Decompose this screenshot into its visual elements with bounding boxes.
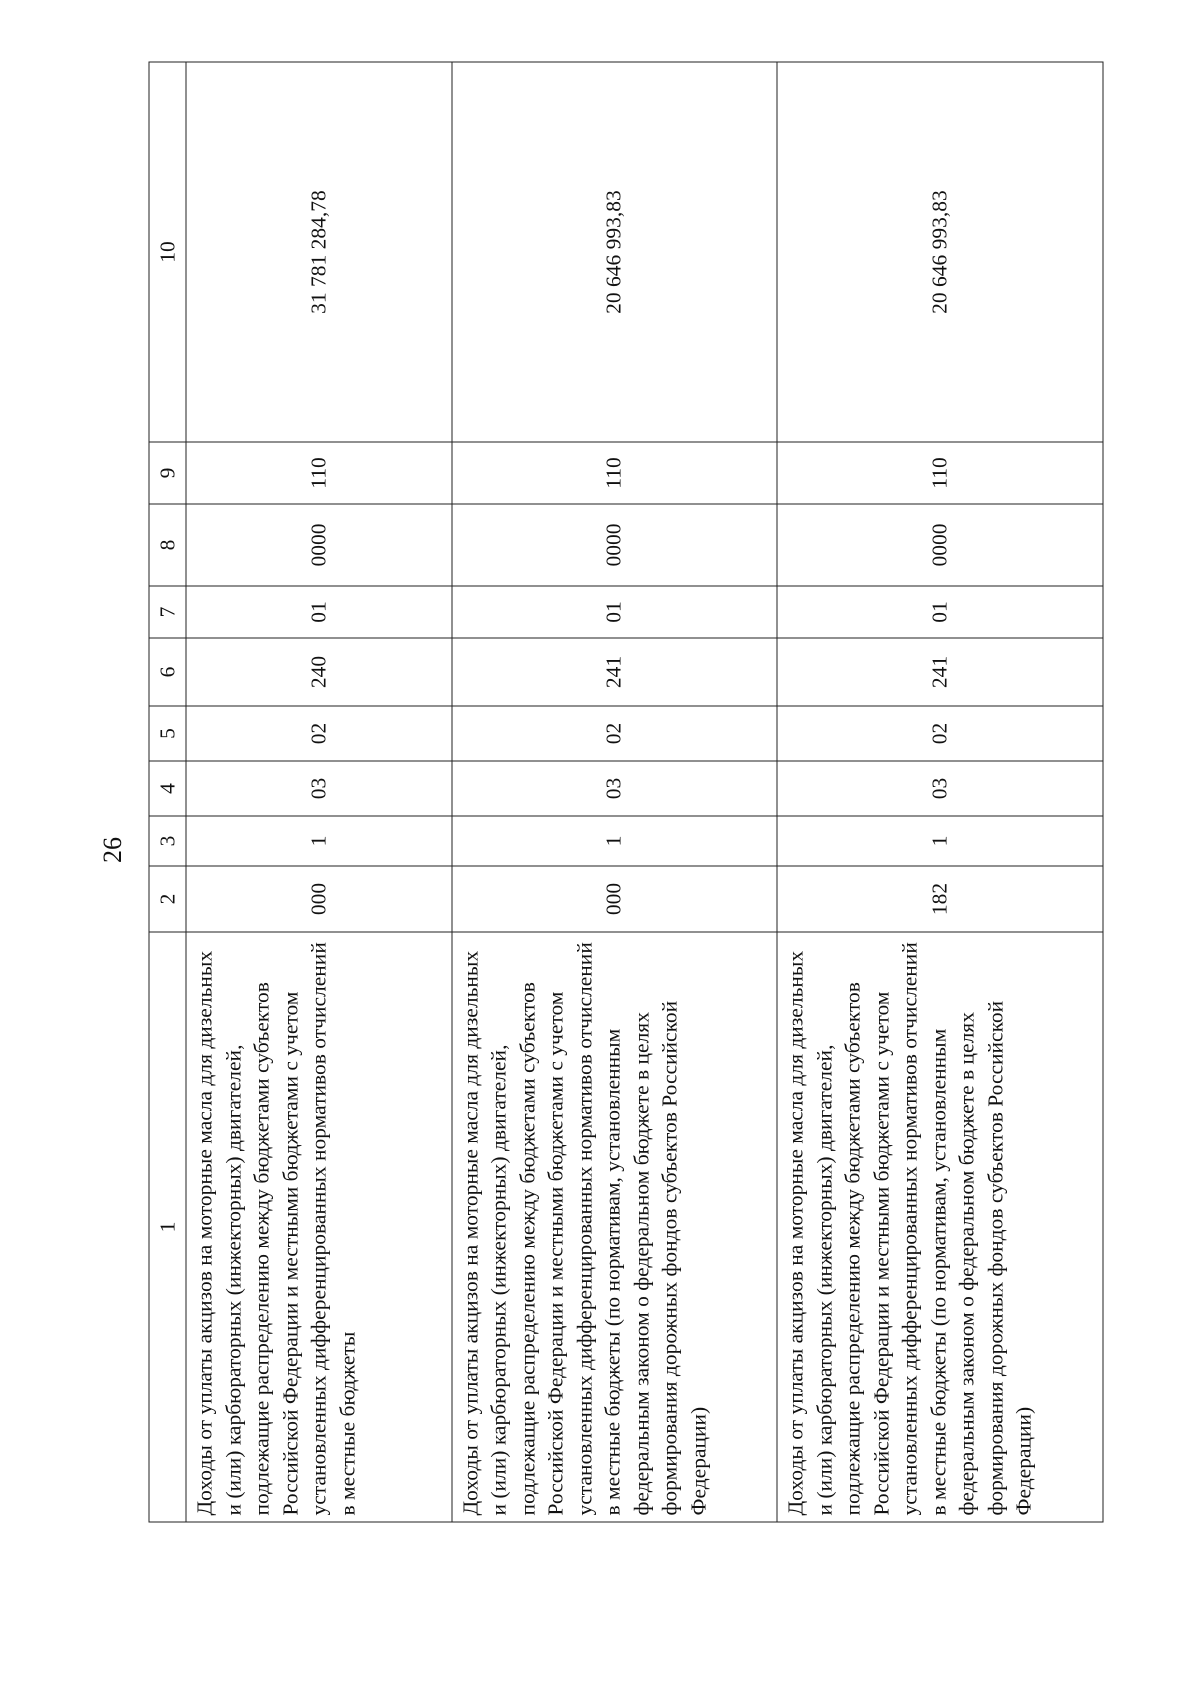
code-article: 02	[777, 706, 1103, 761]
column-header: 10	[149, 62, 186, 442]
code-admin: 000	[186, 866, 452, 932]
code-subarticle: 240	[186, 638, 452, 706]
column-header: 3	[149, 816, 186, 866]
code-program: 0000	[451, 504, 777, 586]
column-header: 8	[149, 504, 186, 586]
code-article: 02	[451, 706, 777, 761]
revenue-table	[148, 61, 1103, 1522]
page-number: 26	[98, 837, 127, 863]
table-row	[186, 62, 452, 1522]
amount: 20 646 993,83	[777, 62, 1103, 442]
amount: 31 781 284,78	[186, 62, 452, 442]
code-subarticle: 241	[777, 638, 1103, 706]
code-group: 1	[777, 816, 1103, 866]
code-admin: 000	[451, 866, 777, 932]
column-header: 2	[149, 866, 186, 932]
row-description: Доходы от уплаты акцизов на моторные масла для дизельных и (или) карбюраторных (инжекторных) двигателей, подлежащие распределению между бюджетами субъектов Российской Федерации и местными бюджетами с учетом установленных дифференцированных нормативов отчислений в местные бюджеты (по нормативам, установленным федеральным законом о федеральном бюджете в целях формирования дорожных фондов субъектов Российской Федерации)	[777, 932, 1103, 1522]
code-program: 0000	[186, 504, 452, 586]
code-classification: 110	[777, 442, 1103, 504]
code-group: 1	[451, 816, 777, 866]
amount: 20 646 993,83	[451, 62, 777, 442]
code-classification: 110	[451, 442, 777, 504]
code-subgroup: 03	[186, 761, 452, 816]
code-subgroup: 03	[777, 761, 1103, 816]
code-element: 01	[451, 586, 777, 638]
code-program: 0000	[777, 504, 1103, 586]
code-article: 02	[186, 706, 452, 761]
column-header: 5	[149, 706, 186, 761]
column-header: 9	[149, 442, 186, 504]
column-header: 6	[149, 638, 186, 706]
code-subgroup: 03	[451, 761, 777, 816]
code-element: 01	[186, 586, 452, 638]
code-admin: 182	[777, 866, 1103, 932]
row-description: Доходы от уплаты акцизов на моторные масла для дизельных и (или) карбюраторных (инжекторных) двигателей, подлежащие распределению между бюджетами субъектов Российской Федерации и местными бюджетами с учетом установленных дифференцированных нормативов отчислений в местные бюджеты (по нормативам, установленным федеральным законом о федеральном бюджете в целях формирования дорожных фондов субъектов Российской Федерации)	[451, 932, 777, 1522]
row-description: Доходы от уплаты акцизов на моторные масла для дизельных и (или) карбюраторных (инжекторных) двигателей, подлежащие распределению между бюджетами субъектов Российской Федерации и местными бюджетами с учетом установленных дифференцированных нормативов отчислений в местные бюджеты	[186, 932, 452, 1522]
column-header: 4	[149, 761, 186, 816]
table-row	[451, 62, 777, 1522]
header-row	[149, 62, 186, 1522]
code-classification: 110	[186, 442, 452, 504]
column-header: 1	[149, 932, 186, 1522]
code-subarticle: 241	[451, 638, 777, 706]
code-group: 1	[186, 816, 452, 866]
code-element: 01	[777, 586, 1103, 638]
column-header: 7	[149, 586, 186, 638]
revenue-table-rotated	[148, 62, 1103, 1522]
table-row	[777, 62, 1103, 1522]
